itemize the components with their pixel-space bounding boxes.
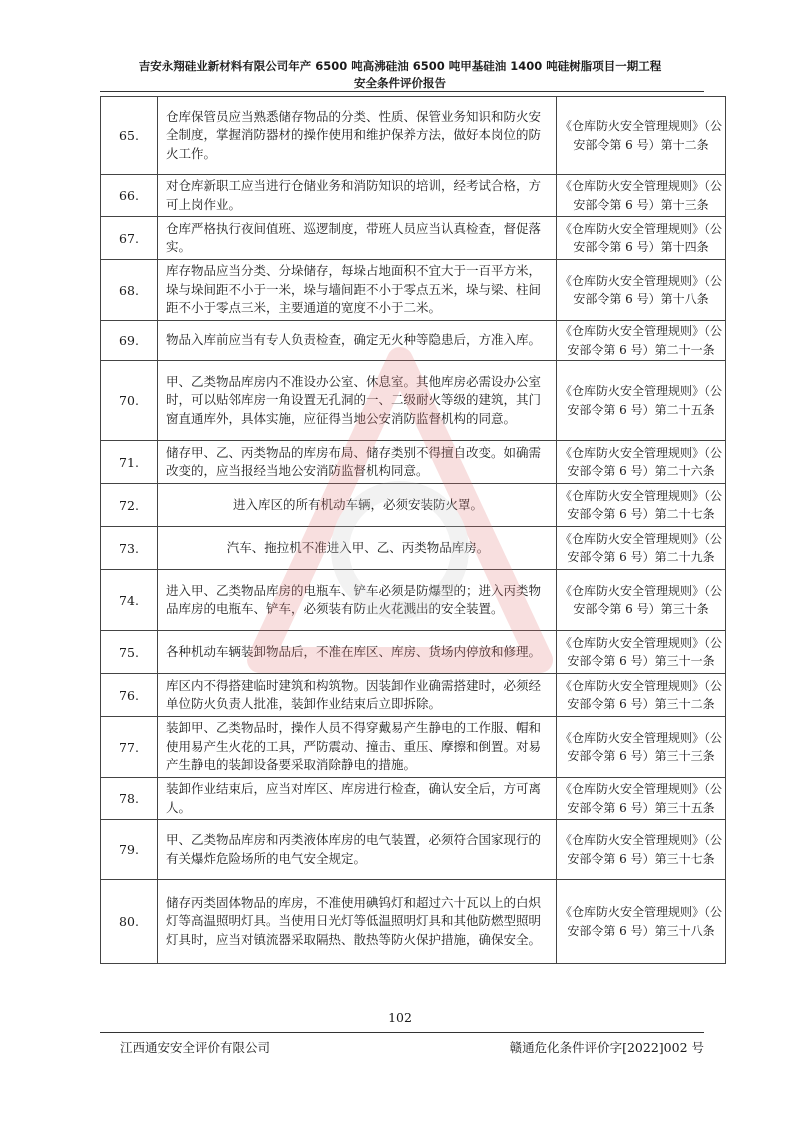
table-row (101, 321, 726, 361)
row-basis: 《仓库防火安全管理规则》（公安部令第 6 号）第二十一条 (557, 321, 726, 361)
table-row (101, 570, 726, 631)
row-requirement: 汽车、拖拉机不准进入甲、乙、丙类物品库房。 (158, 527, 557, 570)
row-basis: 《仓库防火安全管理规则》（公安部令第 6 号）第十四条 (557, 217, 726, 260)
row-number: 75. (101, 631, 158, 674)
row-number: 76. (101, 674, 158, 717)
row-requirement: 甲、乙类物品库房和丙类液体库房的电气装置，必须符合国家现行的有关爆炸危险场所的电气安全规定。 (158, 820, 557, 880)
row-number: 72. (101, 484, 158, 527)
footer-divider (100, 1032, 704, 1033)
table-row (101, 674, 726, 717)
report-title: 安全条件评价报告 (354, 76, 446, 90)
row-requirement: 物品入库前应当有专人负责检查，确定无火种等隐患后，方准入库。 (158, 321, 557, 361)
report-header (0, 58, 800, 92)
row-number: 80. (101, 880, 158, 964)
row-requirement: 装卸作业结束后，应当对库区、库房进行检查，确认安全后，方可离人。 (158, 778, 557, 820)
footer-doc-number: 赣通危化条件评价字[2022]002 号 (509, 1040, 704, 1055)
table-row (101, 820, 726, 880)
row-requirement: 对仓库新职工应当进行仓储业务和消防知识的培训，经考试合格，方可上岗作业。 (158, 175, 557, 217)
row-requirement: 进入库区的所有机动车辆，必须安装防火罩。 (158, 484, 557, 527)
row-number: 71. (101, 441, 158, 484)
row-number: 68. (101, 260, 158, 321)
row-number: 73. (101, 527, 158, 570)
row-number: 79. (101, 820, 158, 880)
row-number: 69. (101, 321, 158, 361)
table-row (101, 441, 726, 484)
row-requirement: 进入甲、乙类物品库房的电瓶车、铲车必须是防爆型的；进入丙类物品库房的电瓶车、铲车，必须装有防止火花溅出的安全装置。 (158, 570, 557, 631)
row-requirement: 装卸甲、乙类物品时，操作人员不得穿戴易产生静电的工作服、帽和使用易产生火花的工具，严防震动、撞击、重压、摩擦和倒置。对易产生静电的装卸设备要采取消除静电的措施。 (158, 717, 557, 778)
header-divider (100, 91, 704, 92)
row-requirement: 甲、乙类物品库房内不准设办公室、休息室。其他库房必需设办公室时，可以贴邻库房一角设置无孔洞的一、二级耐火等级的建筑，其门窗直通库外，具体实施，应征得当地公安消防监督机构的同意。 (158, 361, 557, 441)
row-basis: 《仓库防火安全管理规则》（公安部令第 6 号）第三十八条 (557, 880, 726, 964)
project-title: 吉安永翔硅业新材料有限公司年产 6500 吨高沸硅油 6500 吨甲基硅油 1400 吨硅树脂项目一期工程 (138, 59, 662, 73)
row-basis: 《仓库防火安全管理规则》（公安部令第 6 号）第三十三条 (557, 717, 726, 778)
table-row (101, 175, 726, 217)
table-row (101, 361, 726, 441)
row-number: 77. (101, 717, 158, 778)
row-number: 74. (101, 570, 158, 631)
row-basis: 《仓库防火安全管理规则》（公安部令第 6 号）第三十一条 (557, 631, 726, 674)
table-row (101, 217, 726, 260)
row-requirement: 储存甲、乙、丙类物品的库房布局、储存类别不得擅自改变。如确需改变的，应当报经当地公安消防监督机构同意。 (158, 441, 557, 484)
row-requirement: 库存物品应当分类、分垛储存，每垛占地面积不宜大于一百平方米，垛与垛间距不小于一米，垛与墙间距不小于零点五米，垛与梁、柱间距不小于零点三米，主要通道的宽度不小于二米。 (158, 260, 557, 321)
row-requirement: 库区内不得搭建临时建筑和构筑物。因装卸作业确需搭建时，必须经单位防火负责人批准，装卸作业结束后立即拆除。 (158, 674, 557, 717)
table-row (101, 880, 726, 964)
row-requirement: 各种机动车辆装卸物品后，不准在库区、库房、货场内停放和修理。 (158, 631, 557, 674)
row-number: 65. (101, 97, 158, 175)
row-requirement: 仓库保管员应当熟悉储存物品的分类、性质、保管业务知识和防火安全制度，掌握消防器材的操作使用和维护保养方法，做好本岗位的防火工作。 (158, 97, 557, 175)
table-row (101, 717, 726, 778)
row-basis: 《仓库防火安全管理规则》（公安部令第 6 号）第二十七条 (557, 484, 726, 527)
row-requirement: 仓库严格执行夜间值班、巡逻制度，带班人员应当认真检查，督促落实。 (158, 217, 557, 260)
row-basis: 《仓库防火安全管理规则》（公安部令第 6 号）第三十七条 (557, 820, 726, 880)
table-row (101, 631, 726, 674)
table-row (101, 778, 726, 820)
row-number: 66. (101, 175, 158, 217)
table-row (101, 484, 726, 527)
page-number: 102 (388, 1010, 412, 1025)
table-row (101, 527, 726, 570)
row-basis: 《仓库防火安全管理规则》（公安部令第 6 号）第十三条 (557, 175, 726, 217)
footer-company: 江西通安安全评价有限公司 (120, 1040, 271, 1055)
row-basis: 《仓库防火安全管理规则》（公安部令第 6 号）第三十五条 (557, 778, 726, 820)
row-basis: 《仓库防火安全管理规则》（公安部令第 6 号）第二十六条 (557, 441, 726, 484)
row-number: 67. (101, 217, 158, 260)
table-row (101, 260, 726, 321)
row-number: 78. (101, 778, 158, 820)
row-basis: 《仓库防火安全管理规则》（公安部令第 6 号）第三十二条 (557, 674, 726, 717)
row-basis: 《仓库防火安全管理规则》（公安部令第 6 号）第十八条 (557, 260, 726, 321)
regulation-table (100, 96, 726, 964)
row-basis: 《仓库防火安全管理规则》（公安部令第 6 号）第三十条 (557, 570, 726, 631)
row-number: 70. (101, 361, 158, 441)
row-requirement: 储存丙类固体物品的库房，不准使用碘钨灯和超过六十瓦以上的白炽灯等高温照明灯具。当使用日光灯等低温照明灯具和其他防燃型照明灯具时，应当对镇流器采取隔热、散热等防火保护措施，确保安全。 (158, 880, 557, 964)
table-row (101, 97, 726, 175)
row-basis: 《仓库防火安全管理规则》（公安部令第 6 号）第十二条 (557, 97, 726, 175)
row-basis: 《仓库防火安全管理规则》（公安部令第 6 号）第二十九条 (557, 527, 726, 570)
row-basis: 《仓库防火安全管理规则》（公安部令第 6 号）第二十五条 (557, 361, 726, 441)
